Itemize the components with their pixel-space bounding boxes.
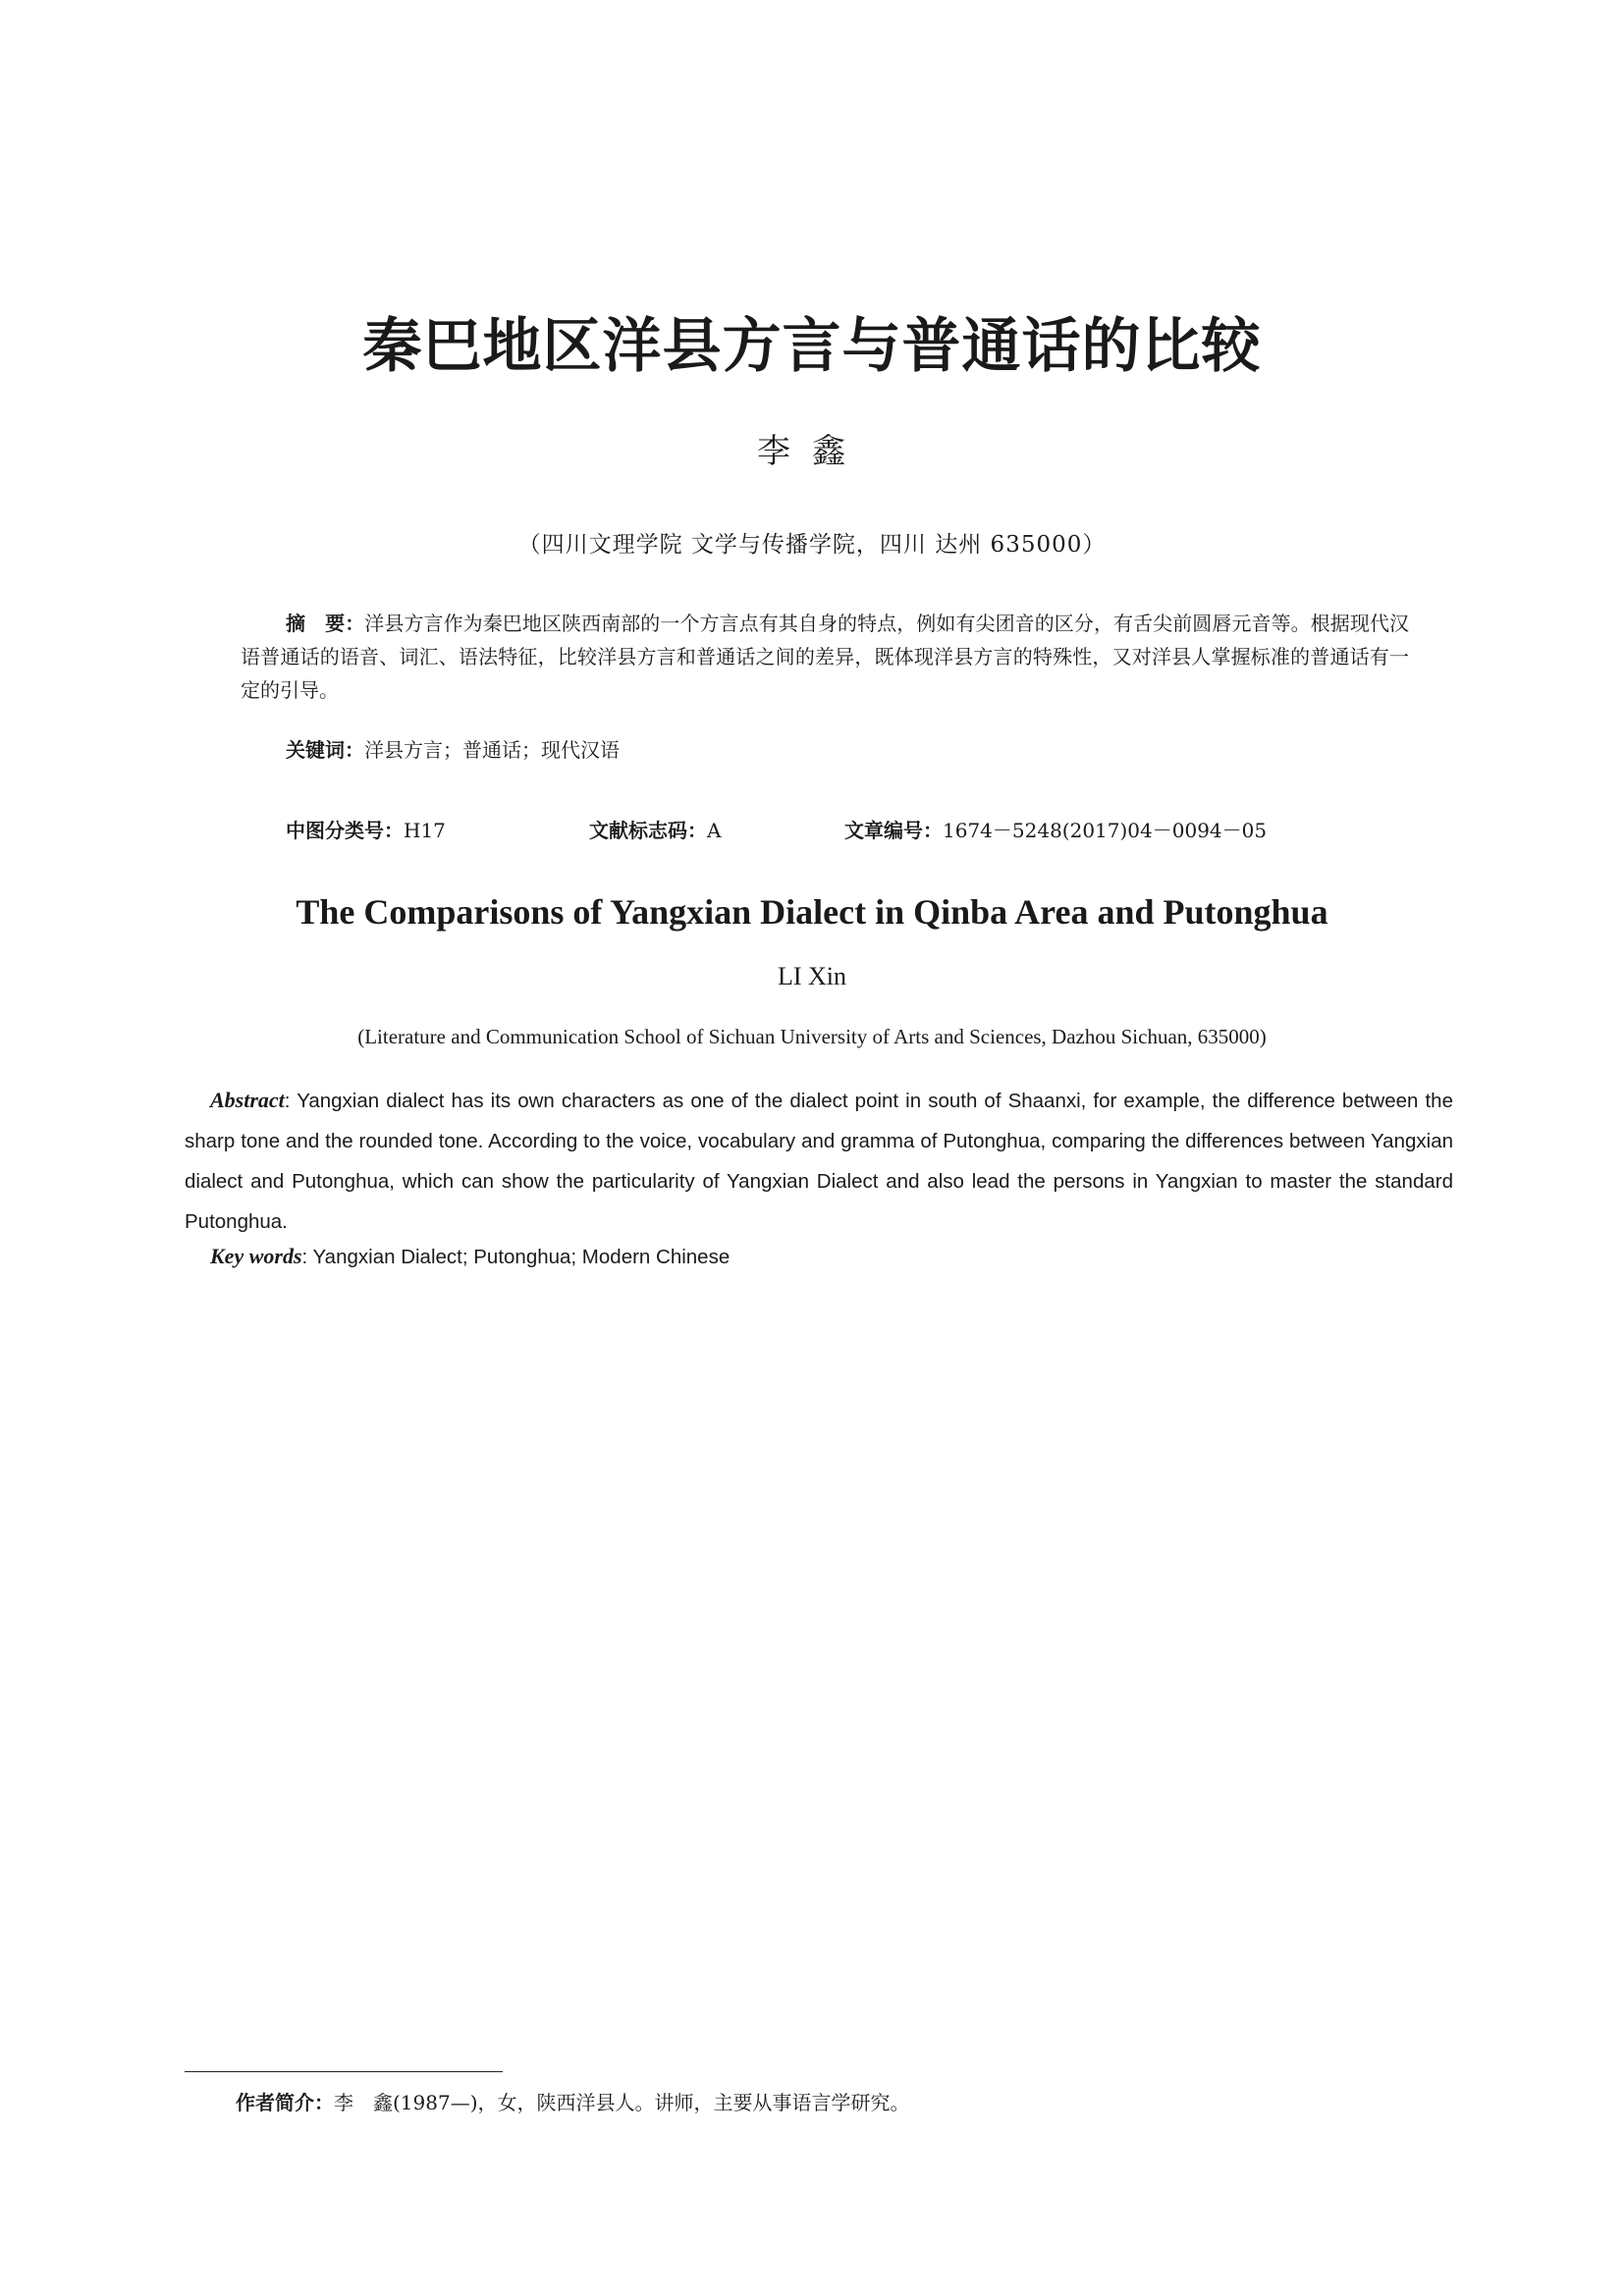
affiliation-en: (Literature and Communication School of Sichuan University of Arts and Sciences, Dazhou Sichuan, 635000) bbox=[357, 1025, 1267, 1048]
article-number bbox=[844, 815, 1267, 843]
clc-number bbox=[286, 815, 446, 843]
keywords-en-text: Yangxian Dialect; Putonghua; Modern Chinese bbox=[312, 1246, 731, 1268]
keywords-zh-text: 洋县方言；普通话；现代汉语 bbox=[364, 738, 620, 762]
article-no-value: 1674－5248(2017)04－0094－05 bbox=[943, 819, 1268, 842]
footnote-text: 李 鑫(1987—)，女，陕西洋县人。讲师，主要从事语言学研究。 bbox=[334, 2091, 910, 2114]
keywords-zh-label: 关键词： bbox=[286, 738, 364, 762]
abstract-en-sep: : bbox=[284, 1090, 298, 1112]
title-zh: 秦巴地区洋县方言与普通话的比较 bbox=[362, 312, 1262, 381]
clc-label: 中图分类号： bbox=[286, 819, 404, 842]
affiliation-zh: （四川文理学院 文学与传播学院，四川 达州 635000） bbox=[517, 532, 1107, 558]
abstract-zh bbox=[241, 607, 1409, 707]
footnote-divider bbox=[185, 2071, 503, 2072]
keywords-en bbox=[210, 1244, 730, 1269]
abstract-en-text: Yangxian dialect has its own characters as one of the dialect point in south of Shaanxi, for example, the difference between the sharp tone and the rounded tone. According to the voice, vocabulary and gramma of Putonghua, comparing the differences between Yangxian dialect and Putonghua, which can show the particularity of Yangxian Dialect and also lead the persons in Yangxian to master the standard Putonghua. bbox=[185, 1090, 1453, 1233]
document-code bbox=[589, 815, 721, 843]
article-no-label: 文章编号： bbox=[844, 819, 943, 842]
abstract-zh-label: 摘 要： bbox=[286, 612, 365, 635]
author-en: LI Xin bbox=[777, 962, 847, 990]
title-en: The Comparisons of Yangxian Dialect in Qinba Area and Putonghua bbox=[296, 892, 1328, 932]
author-footnote bbox=[236, 2087, 910, 2115]
footnote-label: 作者简介： bbox=[236, 2091, 334, 2114]
abstract-zh-text: 洋县方言作为秦巴地区陕西南部的一个方言点有其自身的特点，例如有尖团音的区分，有舌尖前圆唇元音等。根据现代汉语普通话的语音、词汇、语法特征，比较洋县方言和普通话之间的差异，既体现洋县方言的特殊性，又对洋县人掌握标准的普通话有一定的引导。 bbox=[241, 612, 1410, 702]
abstract-en bbox=[185, 1080, 1453, 1242]
keywords-zh bbox=[286, 734, 620, 763]
keywords-en-sep: : bbox=[301, 1246, 313, 1268]
clc-value: H17 bbox=[404, 819, 446, 842]
doc-code-label: 文献标志码： bbox=[589, 819, 707, 842]
doc-code-value: A bbox=[707, 819, 722, 842]
author-zh: 李鑫 bbox=[757, 432, 867, 471]
keywords-en-label: Key words bbox=[210, 1244, 302, 1268]
abstract-en-label: Abstract bbox=[210, 1088, 285, 1112]
